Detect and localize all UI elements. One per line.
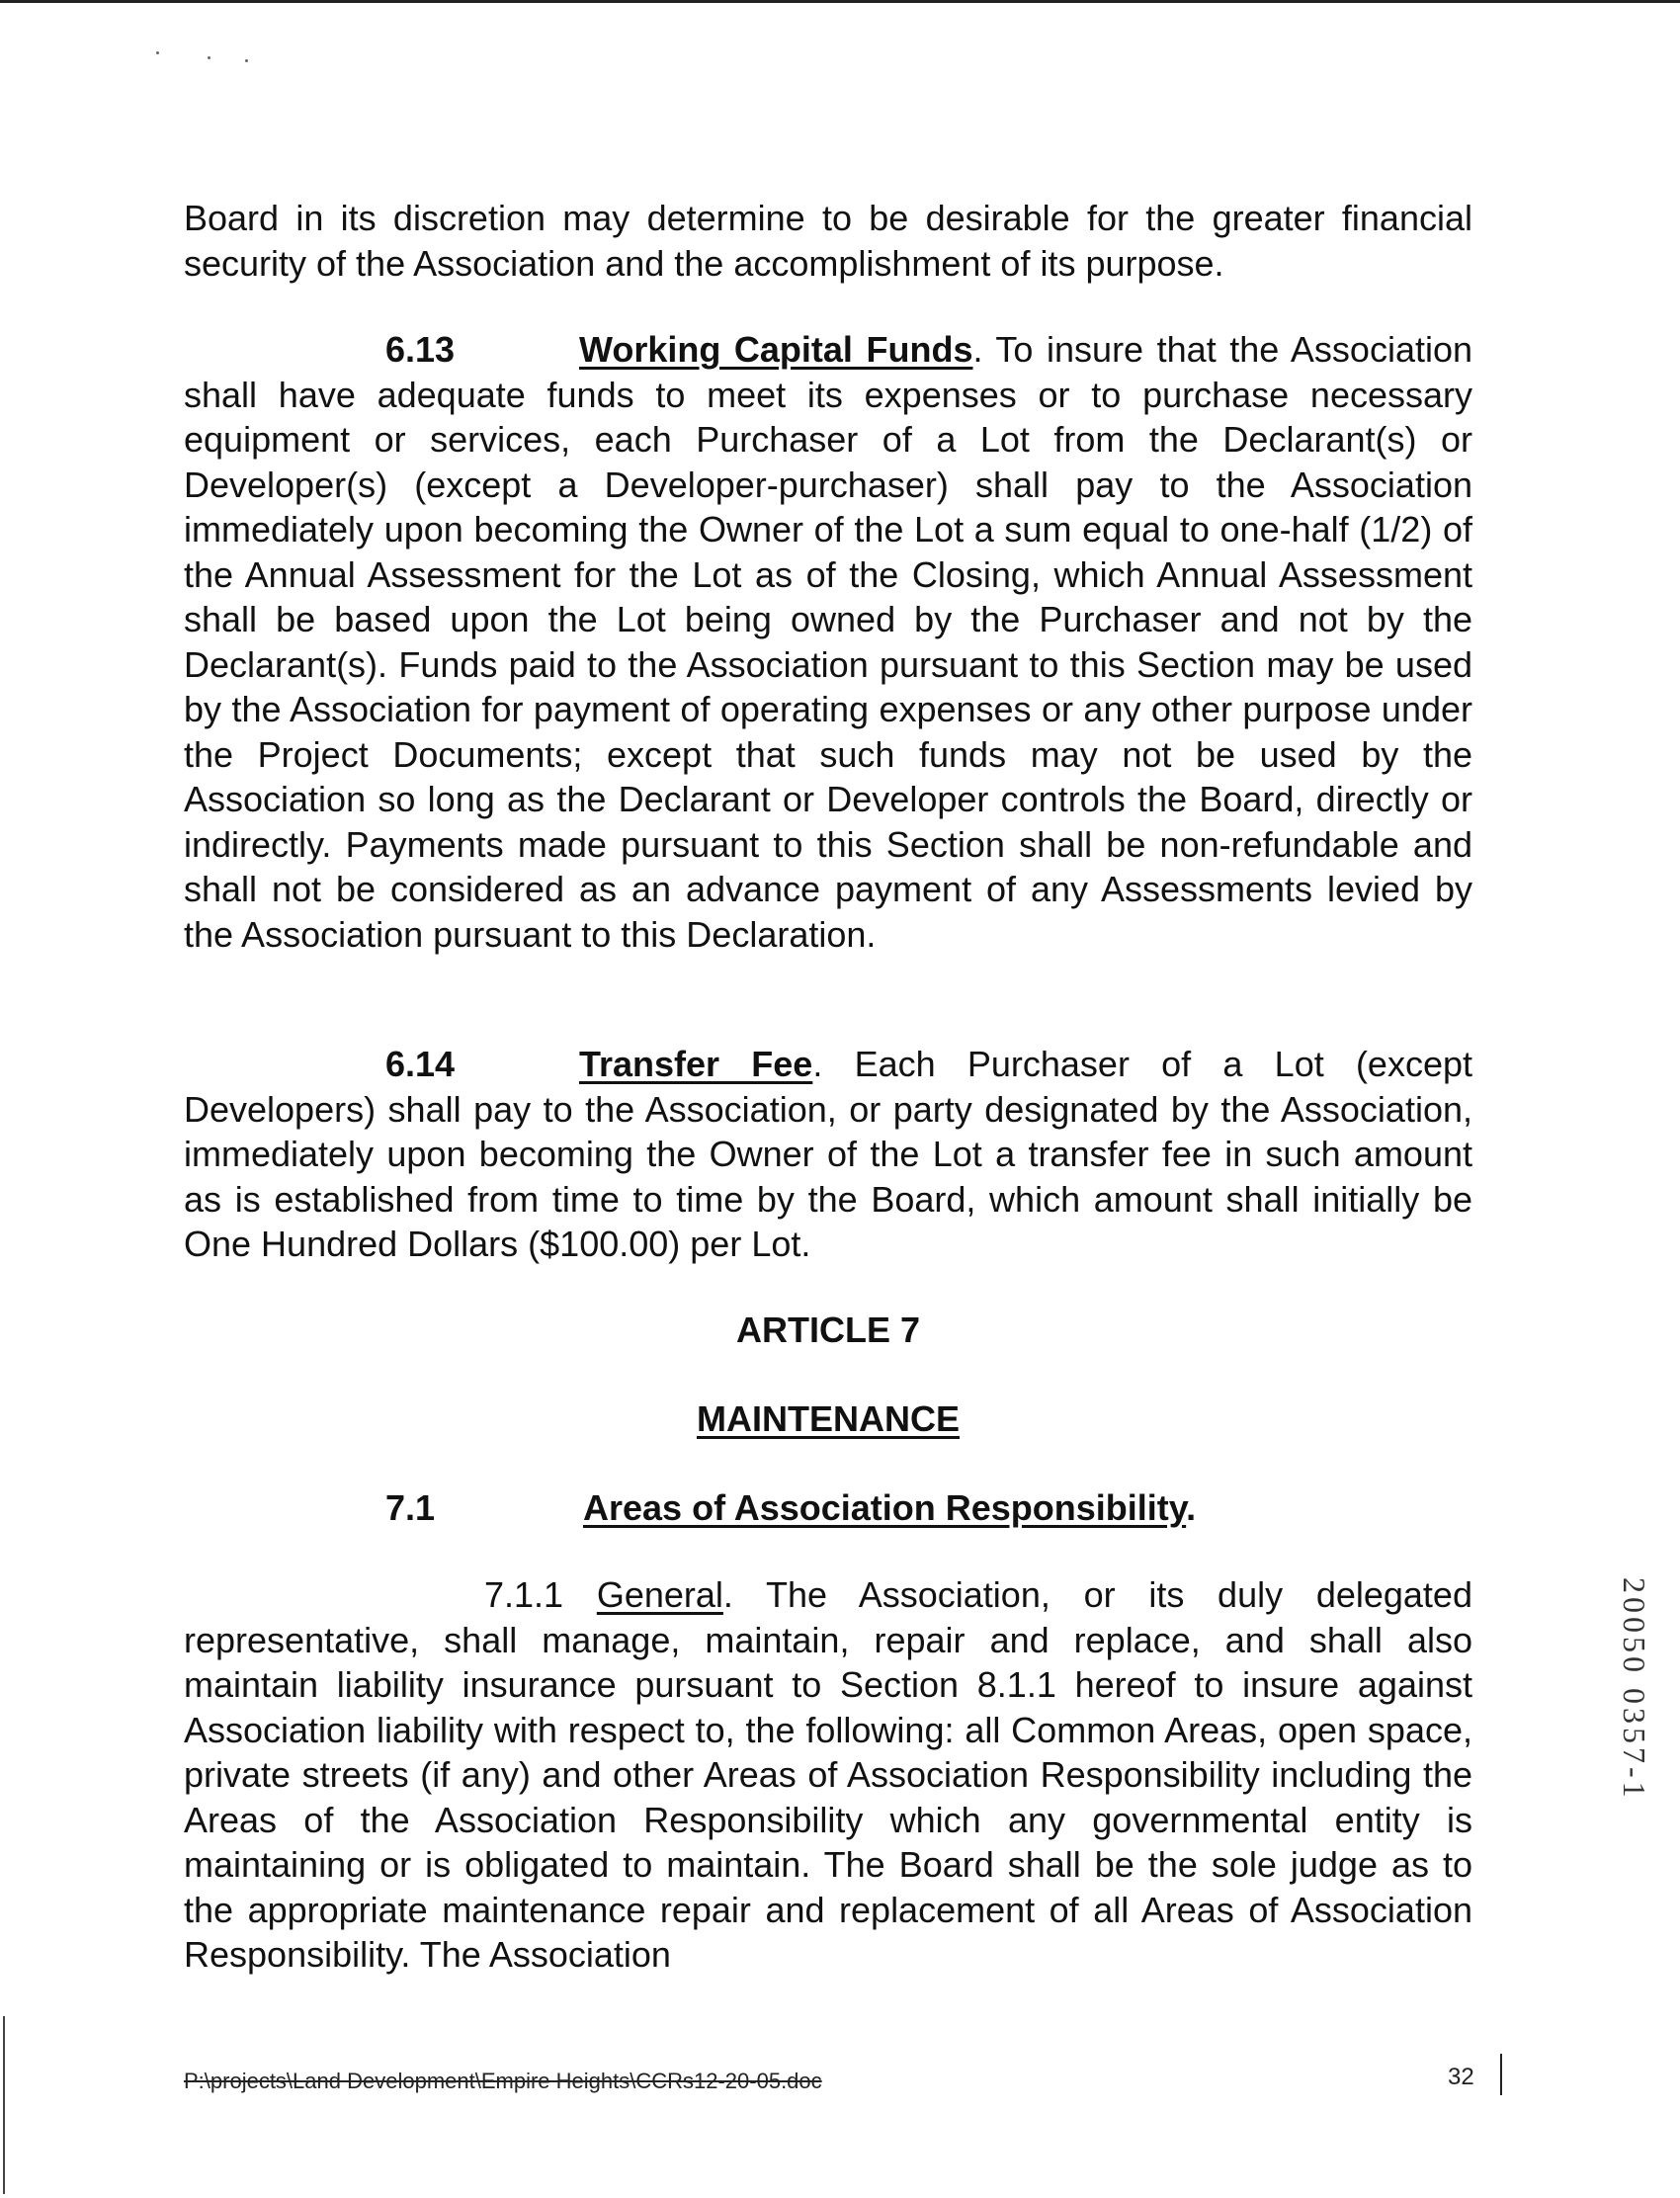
- article-label: ARTICLE 7: [735, 1310, 920, 1350]
- continued-paragraph: Board in its discretion may determine to be desirable for the greater financial security of the Association and the accomplishment of its purpose.: [184, 198, 1472, 284]
- section-6-13-paragraph: [184, 327, 1472, 957]
- subsection-title: General: [596, 1574, 723, 1615]
- scan-edge-line: [3, 2016, 5, 2194]
- scan-speck: [208, 56, 210, 59]
- section-body: . Each Purchaser of a Lot (except Developers) shall pay to the Association, or party designated by the Association, immediately upon becoming the Owner of the Lot a transfer fee in such amount as is established from time to time by the Board, which amount shall initially be One Hundred Dollars ($100.00) per Lot.: [184, 1044, 1472, 1264]
- subsection-number: 7.1.1: [484, 1574, 564, 1615]
- scan-speck: [245, 59, 248, 62]
- section-title: Transfer Fee: [579, 1044, 813, 1084]
- section-body: . To insure that the Association shall have adequate funds to meet its expenses or to purchase necessary equipment or services, each Purchaser of a Lot from the Declarant(s) or Developer(s) (except a Developer-purchaser) shall pay to the Association immediately upon becoming the Owner of the Lot a sum equal to one-half (1/2) of the Annual Assessment for the Lot as of the Closing, which Annual Assessment shall be based upon the Lot being owned by the Purchaser and not by the Declarant(s). Funds paid to the Association pursuant to this Section may be used by the Association for payment of operating expenses or any other purpose under the Project Documents; except that such funds may not be used by the Association so long as the Declarant or Developer controls the Board, directly or indirectly. Payments made pursuant to this Section shall be non-refundable and shall not be considered as an advance payment of any Assessments levied by the Association pursuant to this Declaration.: [184, 329, 1473, 955]
- section-number: 7.1: [385, 1487, 436, 1528]
- section-6-14-paragraph: [184, 1042, 1472, 1267]
- footer-divider: [1500, 2054, 1502, 2095]
- section-number: 6.14: [385, 1044, 456, 1084]
- page-number: 32: [1448, 2064, 1474, 2090]
- section-title: Areas of Association Responsibility: [583, 1487, 1187, 1528]
- subsection-body: . The Association, or its duly delegated representative, shall manage, maintain, repair and replace, and shall also maintain liability insurance pursuant to Section 8.1.1 hereof to insure against Association liability with respect to, the following: all Common Areas, open space, private streets (if any) and other Areas of Association Responsibility including the Areas of the Association Responsibility which any governmental entity is maintaining or is obligated to maintain. The Board shall be the sole judge as to the appropriate maintenance repair and replacement of all Areas of Association Responsibility. The Association: [184, 1574, 1472, 1975]
- section-7-1-1-paragraph: [184, 1572, 1472, 1978]
- footer-file-path: P:\projects\Land Development\Empire Heights\CCRs12-20-05.doc: [184, 2069, 822, 2093]
- top-scan-edge: [0, 0, 1680, 3]
- recording-stamp: 20050 0357-1: [1617, 1577, 1652, 1802]
- section-title: Working Capital Funds: [579, 329, 973, 370]
- scan-speck: [156, 51, 159, 54]
- section-title-period: .: [1186, 1487, 1197, 1528]
- article-title: MAINTENANCE: [697, 1398, 960, 1439]
- section-number: 6.13: [385, 329, 456, 370]
- article-title-wrap: [184, 1398, 1472, 1440]
- section-7-1-heading: [385, 1487, 1196, 1529]
